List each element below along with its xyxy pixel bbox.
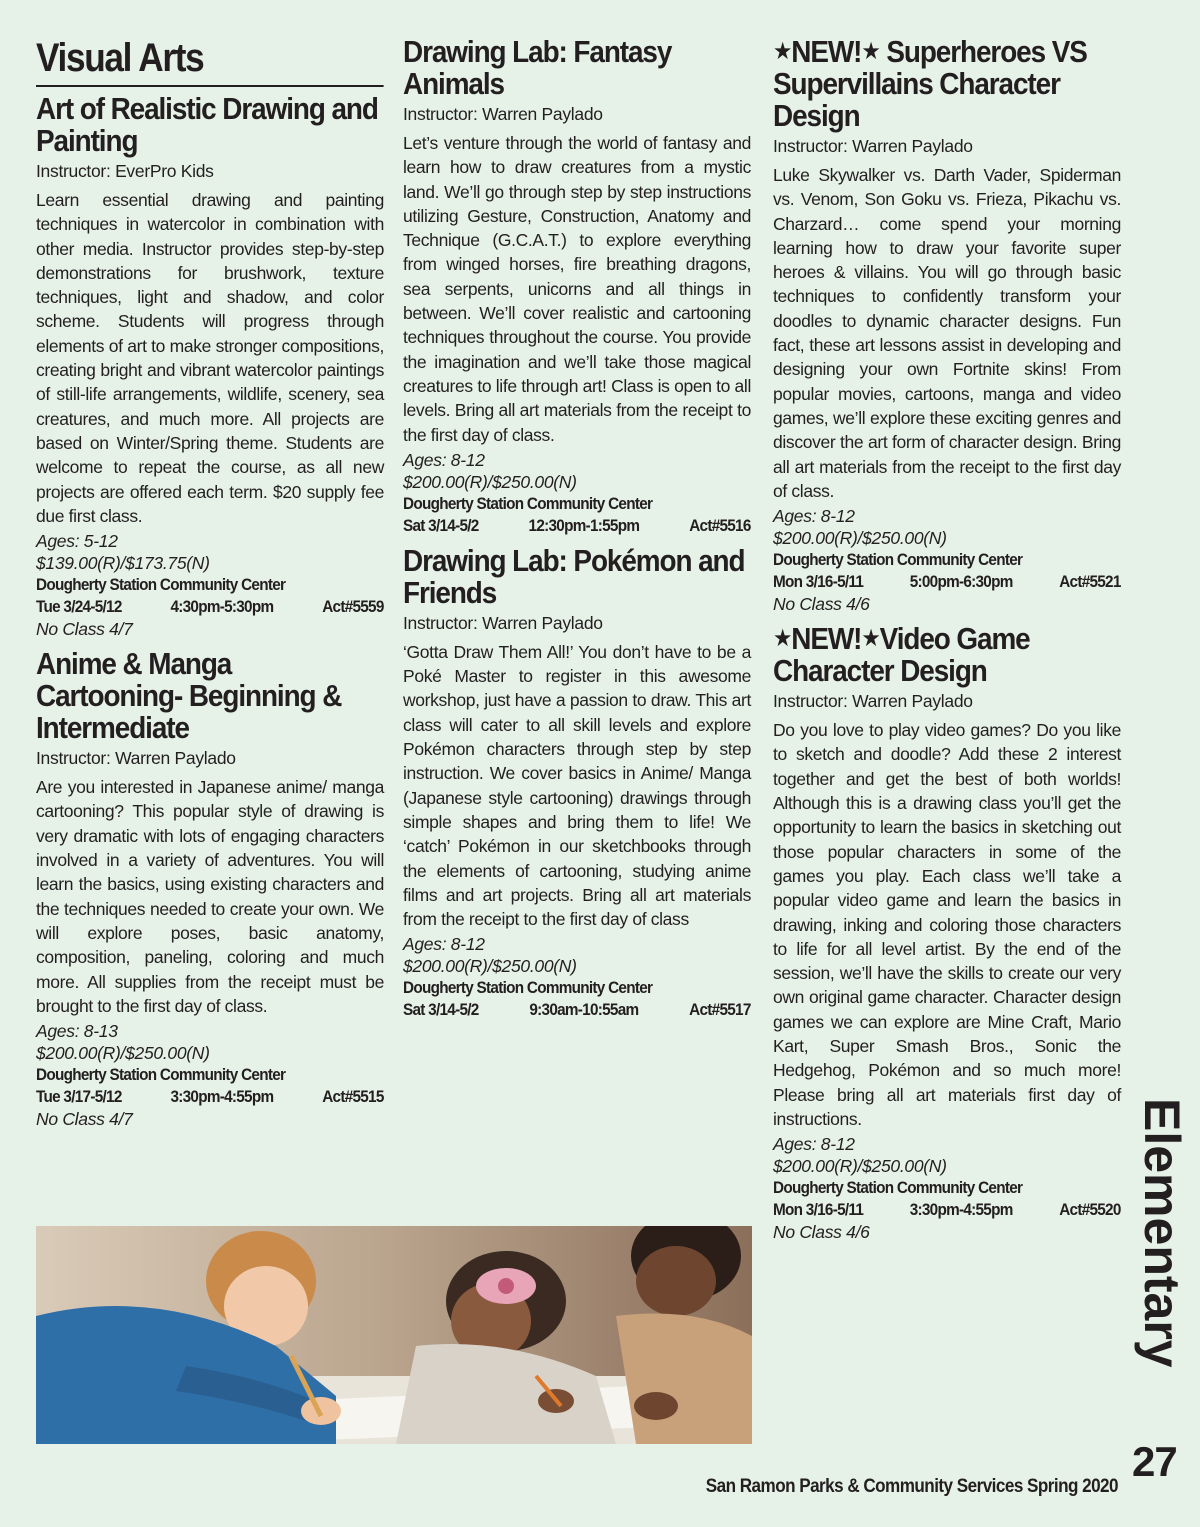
- section-sidebar-label: Elementary: [1134, 1097, 1190, 1368]
- course-price: $200.00(R)/$250.00(N): [403, 471, 577, 492]
- course-location: Dougherty Station Community Center: [773, 550, 1023, 570]
- course-note: No Class 4/6: [773, 1222, 870, 1243]
- column-2: [403, 30, 751, 1029]
- course-dates: Mon 3/16-5/11: [773, 1200, 864, 1220]
- course-price: $200.00(R)/$250.00(N): [773, 528, 947, 549]
- section-title: Visual Arts: [36, 32, 384, 87]
- column-1: [36, 30, 384, 1138]
- star-icon: ★: [861, 625, 880, 653]
- course-ages: Ages: 8-12: [403, 934, 485, 955]
- photo-illustration: [36, 1226, 752, 1444]
- course-time: 3:30pm-4:55pm: [170, 1087, 274, 1107]
- course-location: Dougherty Station Community Center: [36, 575, 286, 595]
- course-ages: Ages: 8-12: [773, 1134, 855, 1155]
- page-footer: San Ramon Parks & Community Services Spring 2020: [705, 1476, 1118, 1497]
- course-note: No Class 4/7: [36, 619, 133, 640]
- course-fantasy-animals: [403, 36, 751, 537]
- course-schedule: [773, 571, 1121, 593]
- course-ages: Ages: 8-12: [403, 449, 485, 470]
- new-label: NEW!: [791, 34, 862, 69]
- course-dates: Mon 3/16-5/11: [773, 572, 864, 592]
- course-dates: Sat 3/14-5/2: [403, 1000, 479, 1020]
- course-dates: Tue 3/24-5/12: [36, 597, 122, 617]
- page-number: 27: [1132, 1438, 1177, 1485]
- course-schedule: [403, 515, 751, 537]
- course-anime-manga: [36, 648, 384, 1130]
- column-3: [773, 30, 1121, 1251]
- course-title: Drawing Lab: Fantasy Animals: [403, 34, 672, 101]
- course-act-number: Act#5515: [322, 1087, 384, 1107]
- course-price: $200.00(R)/$250.00(N): [36, 1043, 210, 1064]
- star-icon: ★: [773, 38, 792, 65]
- course-ages: Ages: 5-12: [36, 531, 118, 552]
- course-ages: Ages: 8-13: [36, 1021, 118, 1042]
- course-price: $200.00(R)/$250.00(N): [403, 956, 577, 977]
- star-icon: ★: [861, 38, 880, 65]
- course-description: Learn essential drawing and painting techniques in watercolor in combination with other media. Instructor provides step-by-step demonstrations for brushwork, texture techniques, light and shadow, and color scheme. Students will progress through elements of art to make stronger compositions, creating bright and vibrant watercolor paintings of still-life arrangements, wildlife, scenery, sea creatures, and much more. All projects are based on Winter/Spring theme. Students are welcome to repeat the course, as all new projects are offered each term. $20 supply fee due first class.: [36, 190, 384, 526]
- course-instructor: Instructor: Warren Paylado: [403, 612, 603, 633]
- course-description: Do you love to play video games? Do you like to sketch and doodle? Add these 2 interest together and get the best of both worlds! Although this is a drawing class you’ll get the opportunity to learn the basics in sketching out those popular characters in some of the games you play. Each class we’ll take a popular video game and learn the basics in drawing, inking and coloring those characters to life for all level artist. By the end of the session, we’ll have the skills to create our very own original game character. Character design games we can explore are Mine Craft, Mario Kart, Super Smash Bros., Sonic the Hedgehog, Pokémon and so much more! Please bring all art materials first day of instructions.: [773, 720, 1121, 1129]
- new-label: NEW!: [791, 621, 862, 657]
- course-time: 4:30pm-5:30pm: [170, 597, 274, 617]
- course-act-number: Act#5520: [1059, 1200, 1121, 1220]
- course-location: Dougherty Station Community Center: [36, 1065, 286, 1085]
- course-description: Luke Skywalker vs. Darth Vader, Spiderman vs. Venom, Son Goku vs. Frieza, Pikachu vs. Charzard… come spend your morning learning how to draw your favorite super heroes & villains. You will go through basic techniques to confidently transform your doodles to dynamic character designs. Fun fact, these art lessons assist in developing and designing your own Fortnite skins! From popular movies, cartoons, manga and video games, we’ll explore these exciting genres and discover the art form of character design. Bring all art materials from the receipt to the first day of class.: [773, 165, 1121, 501]
- course-video-game: [773, 623, 1121, 1243]
- course-act-number: Act#5559: [322, 597, 384, 617]
- course-time: 12:30pm-1:55pm: [528, 515, 640, 535]
- course-schedule: [773, 1199, 1121, 1221]
- course-title: Drawing Lab: Pokémon and Friends: [403, 542, 745, 610]
- course-location: Dougherty Station Community Center: [403, 978, 653, 998]
- course-dates: Sat 3/14-5/2: [403, 515, 479, 535]
- course-schedule: [36, 596, 384, 618]
- course-act-number: Act#5516: [689, 515, 751, 535]
- course-title: [773, 36, 1121, 132]
- course-superheroes: [773, 36, 1121, 615]
- course-realistic-drawing: [36, 93, 384, 640]
- course-title: Art of Realistic Drawing and Painting: [36, 91, 378, 158]
- star-icon: ★: [773, 625, 792, 653]
- course-price: $200.00(R)/$250.00(N): [773, 1156, 947, 1177]
- course-description: Let’s venture through the world of fantasy and learn how to draw creatures from a mystic land. We’ll go through step by step instructions utilizing Gesture, Construction, Anatomy and Technique (G.C.A.T.) to explore everything from winged horses, fire breathing dragons, sea serpents, unicorns and all things in between. We’ll cover realistic and cartooning techniques throughout the course. You provide the imagination and we’ll take those magical creatures to life through art! Class is open to all levels. Bring all art materials from the receipt to the first day of class.: [403, 133, 751, 445]
- course-title: Anime & Manga Cartooning- Beginning & Intermediate: [36, 646, 342, 746]
- course-time: 9:30am-10:55am: [529, 1000, 639, 1020]
- course-description: Are you interested in Japanese anime/ manga cartooning? This popular style of drawing is very dramatic with lots of engaging characters involved in a variety of adventures. You will learn the basics, using existing characters and the techniques needed to create your own. We will explore poses, basic anatomy, composition, paneling, coloring and much more. All supplies from the receipt must be brought to the first day of class.: [36, 777, 384, 1016]
- course-time: 3:30pm-4:55pm: [909, 1200, 1013, 1220]
- course-instructor: Instructor: Warren Paylado: [773, 136, 973, 156]
- course-act-number: Act#5521: [1059, 572, 1121, 592]
- children-drawing-photo: [36, 1226, 752, 1444]
- course-instructor: Instructor: EverPro Kids: [36, 161, 214, 181]
- course-instructor: Instructor: Warren Paylado: [773, 691, 973, 712]
- course-dates: Tue 3/17-5/12: [36, 1087, 122, 1107]
- course-schedule: [403, 999, 751, 1021]
- course-instructor: Instructor: Warren Paylado: [36, 748, 236, 769]
- course-time: 5:00pm-6:30pm: [909, 572, 1013, 592]
- course-price: $139.00(R)/$173.75(N): [36, 553, 210, 574]
- course-location: Dougherty Station Community Center: [403, 493, 653, 513]
- course-pokemon: [403, 542, 751, 1022]
- course-schedule: [36, 1086, 384, 1108]
- course-note: No Class 4/7: [36, 1109, 133, 1130]
- course-act-number: Act#5517: [689, 1000, 751, 1020]
- course-ages: Ages: 8-12: [773, 506, 855, 527]
- course-instructor: Instructor: Warren Paylado: [403, 104, 603, 124]
- course-note: No Class 4/6: [773, 594, 870, 615]
- course-description: ‘Gotta Draw Them All!’ You don’t have to be a Poké Master to register in this awesome workshop, just have a passion to draw. This art class will cater to all skill levels and explore Pokémon characters through step by step instruction. We cover basics in Anime/ Manga (Japanese style cartooning) drawings through simple shapes and bring them to life! We ‘catch’ Pokémon in our sketchbooks through the elements of cartooning, studying anime films and art projects. Bring all art materials from the receipt to the first day of class: [403, 641, 751, 930]
- course-title-text: Superheroes VS Supervillains Character Design: [773, 34, 1087, 133]
- course-location: Dougherty Station Community Center: [773, 1178, 1023, 1198]
- course-title: [773, 623, 1121, 687]
- course-title-text: Video Game Character Design: [773, 621, 1030, 689]
